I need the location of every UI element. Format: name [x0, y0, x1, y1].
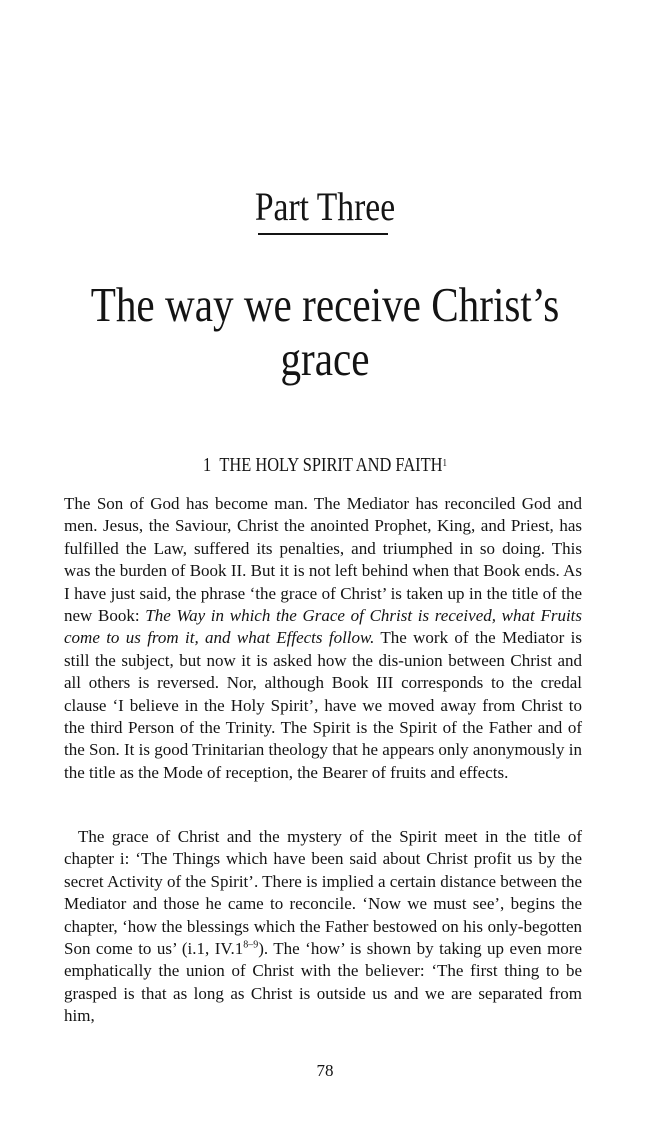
italic-book-title: The Way in which the Grace of Christ is received, what Fruits come to us from it, and what Effects follow.	[64, 606, 582, 648]
chapter-number: 1	[202, 454, 212, 476]
part-heading: Part Three	[254, 184, 396, 229]
paragraph-text: The grace of Christ and the mystery of the Spirit meet in the title of chapter i: ‘The Things which have been said about Christ profit us by the secret Activity of the Spirit’. There is implied a certain distance between the Mediator and those he came to reconcile. ‘Now we must see’, begins the chapter, ‘how the blessings which the Father bestowed on his only-begotten Son come to us’ (i.1, IV.1	[64, 827, 582, 959]
page-number: 78	[316, 1061, 334, 1080]
chapter-title: THE HOLY SPIRIT AND FAITH	[219, 454, 443, 476]
body-paragraph-2	[64, 826, 582, 1028]
body-paragraph-1	[64, 493, 582, 784]
paragraph-text: The Son of God has become man. The Mediator has reconciled God and men. Jesus, the Saviour, Christ the anointed Prophet, King, and Priest, has fulfilled the Law, suffered its penalties, and triumphed in so doing. This was the burden of Book II. But it is not left behind when that Book ends. As I have just said, the phrase ‘the grace of Christ’ is taken up in the title of the new Book:	[64, 494, 582, 626]
paragraph-text: ). The ‘how’ is shown by taking up even more emphatically the union of Christ with the believer: ‘The first thing to be grasped is that as long as Christ is outside us and we are separated from him,	[64, 939, 583, 1026]
paragraph-text: The work of the Mediator is still the subject, but now it is asked how the dis-union between Christ and all others is reversed. Nor, although Book III corresponds to the credal clause ‘I believe in the Holy Spirit’, have we moved away from Christ to the third Person of the Trinity. The Spirit is the Spirit of the Father and of the Son. It is good Trinitarian theology that he appears only anonymously in the title as the Mode of reception, the Bearer of fruits and effects.	[64, 628, 582, 782]
reference-superscript: 8–9	[243, 939, 259, 951]
chapter-heading	[59, 451, 592, 479]
book-title: The way we receive Christ’s grace	[90, 277, 560, 386]
part-heading-rule	[258, 233, 388, 235]
footnote-marker: 1	[442, 457, 448, 469]
